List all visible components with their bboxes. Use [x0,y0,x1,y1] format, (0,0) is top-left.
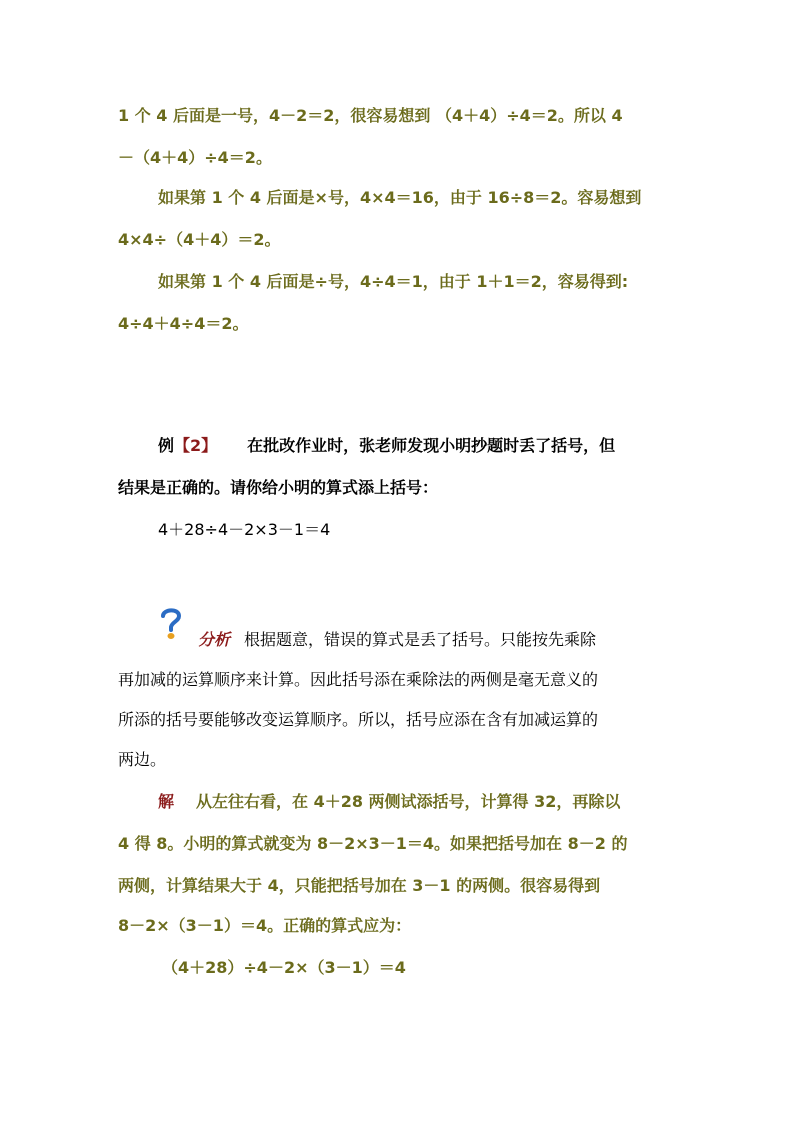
text-line: 1 个 4 后面是一号，4－2＝2，很容易想到 （4＋4）÷4＝2。所以 4 [118,106,623,125]
solution-text: 从左往右看，在 4＋28 两侧试添括号，计算得 32，再除以 [196,792,621,811]
text-line: 4÷4＋4÷4＝2。 [118,314,249,333]
example-equation: 4＋28÷4－2×3－1＝4 [158,520,331,539]
example-label: 例 [158,436,175,455]
example-number: 【2】 [174,436,218,455]
solution-label: 解 [158,792,175,811]
analysis-line [198,628,758,652]
analysis-text: 根据题意，错误的算式是丢了括号。只能按先乘除 [244,630,597,649]
text-line: 4×4÷（4＋4）＝2。 [118,230,281,249]
example-line [158,434,718,458]
text-line: －（4＋4）÷4＝2。 [118,148,272,167]
analysis-line: 所添的括号要能够改变运算顺序。所以，括号应添在含有加减运算的 [118,710,599,729]
example-text: 在批改作业时，张老师发现小明抄题时丢了括号，但 [247,436,616,455]
text-line: 如果第 1 个 4 后面是×号，4×4＝16，由于 16÷8＝2。容易想到 [158,188,642,207]
text-line: 如果第 1 个 4 后面是÷号，4÷4＝1，由于 1＋1＝2，容易得到: [158,272,629,291]
solution-line [158,790,718,814]
solution-line: 8－2×（3－1）＝4。正确的算式应为： [118,916,412,935]
analysis-line: 再加减的运算顺序来计算。因此括号添在乘除法的两侧是毫无意义的 [118,670,599,689]
solution-line: 4 得 8。小明的算式就变为 8－2×3－1＝4。如果把括号加在 8－2 的 [118,834,628,853]
analysis-label: 分析 [198,630,231,649]
solution-answer: （4＋28）÷4－2×（3－1）＝4 [162,958,406,977]
question-mark-icon [158,606,184,640]
analysis-line: 两边。 [118,750,167,769]
solution-line: 两侧，计算结果大于 4，只能把括号加在 3－1 的两侧。很容易得到 [118,876,601,895]
example-line: 结果是正确的。请你给小明的算式添上括号： [118,478,439,497]
